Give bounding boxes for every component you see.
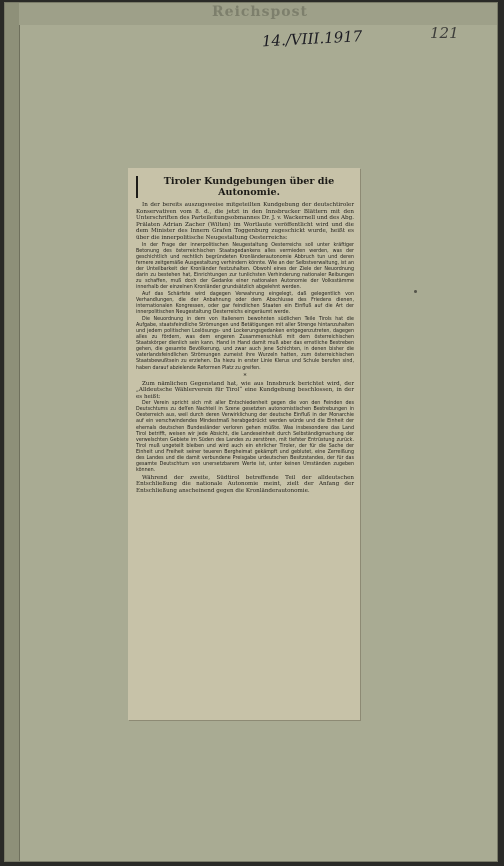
paper-fold-edge <box>5 3 20 861</box>
handwritten-date: 14./VIII.1917 <box>261 27 363 51</box>
newspaper-clipping <box>128 168 360 720</box>
clipping-headline: Tiroler Kundgebungen über die Autonomie. <box>136 176 354 198</box>
second-report-quote: Der Verein spricht sich mit aller Entschiedenheit gegen die von den Feinden des Deutschtums zu deſſen Nachteil in Szene gesetzten autonomistischen Bestrebungen in Oesterreich aus, weil durch deren Verwirklichung der deutsche Einfluß in der Monarchie auf ein verschwindendes Mindestmaß herabgedrückt werden würde und die Einheit der ehemals deutschen Bundesländer verloren gehen müßte. Was insbesondere das Land Tirol betrifft, weisen wir jede Absicht, die Landeseinheit durch Selbständigmachung der verwelschten Gebiete im Süden des Landes zu zerstören, mit tiefster Entrüstung zurück. Tirol muß ungeteilt bleiben und wird auch ein ehrlicher Tiroler, der für die Sache der Einheit und Freiheit seiner teueren Bergheimat gekämpft und geblutet, eine Zerreißung des Landes und die damit verbundene Preisgabe urdeutschen Besitzstandes, der für das gesamte Deutschtum von unersetzbarem Werte ist, unter keinen Umständen zugeben können. <box>136 401 354 473</box>
second-report-intro: Zum nämlichen Gegenstand hat, wie aus Innsbruck berichtet wird, der „Alldeutsche Wählerverein für Tirol“ eine Kundgebung beschlossen, in der es heißt: <box>136 380 354 400</box>
section-divider: * <box>243 372 247 380</box>
newspaper-stamp: Reichspost <box>212 4 308 20</box>
article-quote-paragraph: Auf das Schärfste wird dagegen Verwahrung eingelegt, daß gelegentlich von Verhandlungen, die der Anbahnung oder dem Abschlusse des Friedens dienen, internationalen Kongressen, oder gar feindlichen Staaten ein Einfluß auf die Art der innerpolitischen Neugestaltung Oesterreichs eingeräumt werde. <box>136 291 354 316</box>
closing-paragraph: Während der zweite, Südtirol betreffende Teil der alldeutschen Entschließung die nationale Autonomie meint, zielt der Anfang der Entschließung anscheinend gegen die Kronländerautonomie. <box>136 474 354 495</box>
ink-spot <box>414 290 417 293</box>
article-paragraph: In der bereits auszugsweise mitgeteilten Kundgebung der deutschtiroler Konservativen vom 8. d., die jetzt in den Innsbrucker Blättern mit den Unterschriften des Parteileitungsobmannes Dr. J. v. Wackernell und des Abg. Prälaten Adrian Zacher (Wilten) im Wortlaute veröffentlicht wird und die dem Minister des Innern Grafen Toggenburg zugeschickt wurde, heißt es über die innerpolitische Neugestaltung Oesterreichs: <box>136 202 354 241</box>
article-quote-paragraph: Die Neuordnung in dem von Italienern bewohnten südlichen Teile Tirols hat die Aufgabe, staatsfeindliche Strömungen und Betätigungen mit aller Strenge hintanzuhalten und jedem politischen Loslösungs- und Lockerungsgedanken entgegenzutreten, dagegen alles zu fördern, was dem engeren Zusammenschluß mit dem österreichischen Staatskörper dienlich sein kann. Hand in Hand damit muß aber das ernstliche Bestreben gehen, die gesamte Bevölkerung, und zwar auch jene Schichten, in denen bisher die vaterlandsfeindlichen Strömungen zumeist ihre Wurzeln hatten, zum österreichischen Staatsbewußtsein zu erziehen. Da hiezu in erster Linie Klerus und Schule berufen sind, haben darauf abzielende Reformen Platz zu greifen. <box>136 317 354 371</box>
article-quote-paragraph: In der Frage der innerpolitischen Neugestaltung Oesterreichs soll unter kräftiger Betonung des österreichischen Staatsgedankens alles vermieden werden, was der geschichtlich und rechtlich begründeten Kronländerautonomie Abbruch tun und deren fernere zeitgemäße Ausgestaltung verhindern könnte. Wie an der Selbstverwaltung, ist an der Unteilbarkeit der Kronländer festzuhalten. Obwohl eines der Ziele der Neuordnung darin zu bestehen hat, Einrichtungen zur tunlichsten Verhinderung nationaler Reibungen zu schaffen, muß doch der Gedanke einer nationalen Autonomie der Volksstämme innerhalb der einzelnen Kronländer grundsätzlich abgelehnt werden. <box>136 242 354 290</box>
page-number: 121 <box>430 24 459 42</box>
